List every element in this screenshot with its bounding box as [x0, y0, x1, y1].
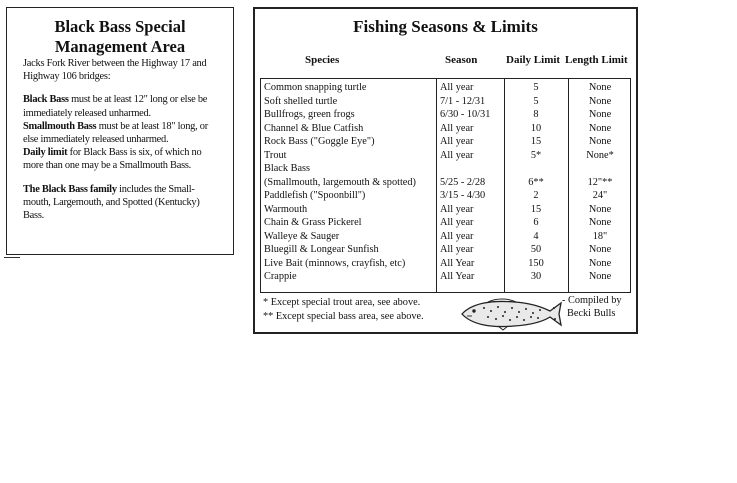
daily-limit-cell: 150 — [528, 257, 544, 269]
black-bass-label: Black Bass — [23, 94, 69, 106]
credit-compiled-by: - Compiled by — [562, 295, 622, 306]
daily-limit-cell: 6 — [533, 217, 539, 228]
location-text — [7, 57, 231, 83]
black-bass-rule — [7, 93, 231, 119]
daily-limit-cell: 15 — [530, 136, 542, 147]
daily-limit-cell: 5 — [533, 95, 539, 107]
length-limit-cell: None — [588, 122, 612, 134]
table-row — [261, 189, 630, 203]
title-line-2: Management Area — [54, 37, 186, 56]
header-season: Season — [445, 54, 478, 66]
footnote-bass: ** Except special bass area, see above. — [263, 311, 424, 322]
season-cell: All year — [440, 203, 474, 215]
bass-family-text — [7, 183, 231, 223]
table-row — [261, 135, 630, 149]
smallmouth-rule — [7, 120, 231, 146]
season-cell: 6/30 - 10/31 — [440, 109, 491, 120]
length-limit-cell: 12"** — [587, 176, 613, 188]
table-row — [261, 149, 630, 163]
daily-limit-cell: 8 — [533, 109, 539, 120]
length-limit-cell: None — [588, 82, 612, 93]
season-cell: All year — [440, 122, 474, 134]
length-limit-cell: None — [588, 109, 612, 120]
species-cell: Chain & Grass Pickerel — [264, 217, 362, 228]
header-length-limit: Length Limit — [565, 54, 628, 66]
length-limit-cell: None — [588, 95, 612, 107]
table-row — [261, 162, 630, 176]
table-row — [261, 122, 630, 136]
length-limit-cell: None* — [586, 149, 614, 161]
species-cell: Crappie — [264, 271, 297, 282]
daily-limit-rule — [7, 146, 231, 172]
length-limit-cell: None — [588, 136, 612, 147]
table-row — [261, 243, 630, 257]
daily-limit-line-1: for Black Bass is six, of which no — [67, 147, 202, 159]
species-cell: Common snapping turtle — [264, 82, 367, 93]
species-cell: Walleye & Sauger — [264, 230, 340, 242]
daily-limit-cell: 4 — [533, 230, 539, 242]
table-row — [261, 176, 630, 190]
title-line-1: Black Bass Special — [54, 17, 186, 36]
season-cell: 7/1 - 12/31 — [440, 95, 486, 107]
smallmouth-line-1: must be at least 18" long, or — [96, 120, 208, 132]
length-limit-cell: None — [588, 217, 612, 228]
season-cell: All year — [440, 82, 474, 93]
length-limit-cell: 18" — [592, 230, 608, 242]
species-cell: Live Bait (minnows, crayfish, etc) — [264, 257, 406, 269]
species-cell: Warmouth — [264, 203, 308, 215]
table-row — [261, 81, 630, 95]
table-row — [261, 257, 630, 271]
species-cell: Bullfrogs, green frogs — [264, 109, 355, 120]
season-cell: All year — [440, 230, 474, 242]
species-cell: Trout — [264, 149, 287, 161]
season-cell: All year — [440, 149, 474, 161]
bass-family-line-3: Bass. — [23, 210, 44, 222]
length-limit-cell: None — [588, 271, 612, 282]
footnote-trout: * Except special trout area, see above. — [263, 297, 421, 308]
length-limit-cell: None — [588, 244, 612, 255]
seasons-limits-panel — [253, 7, 638, 334]
season-cell: All Year — [440, 257, 475, 269]
daily-limit-cell: 5 — [533, 82, 539, 93]
table-row — [261, 108, 630, 122]
daily-limit-cell: 15 — [530, 203, 542, 215]
species-cell: (Smallmouth, largemouth & spotted) — [264, 176, 416, 188]
daily-limit-cell: 5* — [530, 149, 542, 161]
length-limit-cell: None — [588, 203, 612, 215]
header-species: Species — [305, 54, 340, 66]
header-daily-limit: Daily Limit — [506, 54, 561, 66]
bass-family-label: The Black Bass family — [23, 183, 117, 195]
credit-author: Becki Bulls — [567, 308, 616, 319]
daily-limit-cell: 2 — [533, 190, 539, 201]
divider-tick — [4, 257, 20, 258]
seasons-title: Fishing Seasons & Limits — [353, 17, 538, 36]
table-row — [261, 95, 630, 109]
limits-table — [260, 78, 631, 293]
bass-family-line-2: mouth, Largemouth, and Spotted (Kentucky) — [23, 196, 200, 208]
black-bass-line-1: must be at least 12" long or else be — [68, 94, 208, 106]
location-line-1: Jacks Fork River between the Highway 17 and — [23, 58, 207, 69]
season-cell: All year — [440, 136, 474, 147]
table-row — [261, 203, 630, 217]
daily-limit-line-2: more than one may be a Smallmouth Bass. — [23, 160, 192, 172]
species-cell: Bluegill & Longear Sunfish — [264, 244, 379, 255]
smallmouth-line-2: else immediately released unharmed. — [23, 134, 169, 146]
species-cell: Rock Bass ("Goggle Eye") — [264, 136, 375, 147]
daily-limit-cell: 10 — [530, 122, 542, 134]
table-row — [261, 230, 630, 244]
location-line-2: Highway 106 bridges: — [23, 71, 111, 83]
smallmouth-label: Smallmouth Bass — [23, 120, 97, 132]
species-cell: Paddlefish ("Spoonbill") — [264, 190, 366, 201]
panel-title — [7, 17, 233, 57]
length-limit-cell: 24" — [592, 190, 608, 201]
table-row — [261, 270, 630, 284]
length-limit-cell: None — [588, 257, 612, 269]
table-row — [261, 216, 630, 230]
season-cell: All year — [440, 244, 474, 255]
daily-limit-label: Daily limit — [23, 147, 68, 159]
special-management-panel — [6, 7, 234, 255]
daily-limit-cell: 30 — [530, 271, 542, 282]
bass-family-line-1: includes the Small- — [116, 183, 195, 195]
daily-limit-cell: 50 — [530, 244, 542, 255]
season-cell: All Year — [440, 271, 475, 282]
season-cell: All year — [440, 217, 474, 228]
season-cell: 3/15 - 4/30 — [440, 190, 486, 201]
species-cell: Soft shelled turtle — [264, 95, 338, 107]
season-cell: 5/25 - 2/28 — [440, 176, 486, 188]
trout-icon — [458, 297, 564, 331]
daily-limit-cell: 6** — [528, 176, 544, 188]
species-cell: Black Bass — [264, 163, 311, 174]
species-cell: Channel & Blue Catfish — [264, 122, 364, 134]
black-bass-line-2: immediately released unharmed. — [23, 107, 151, 119]
